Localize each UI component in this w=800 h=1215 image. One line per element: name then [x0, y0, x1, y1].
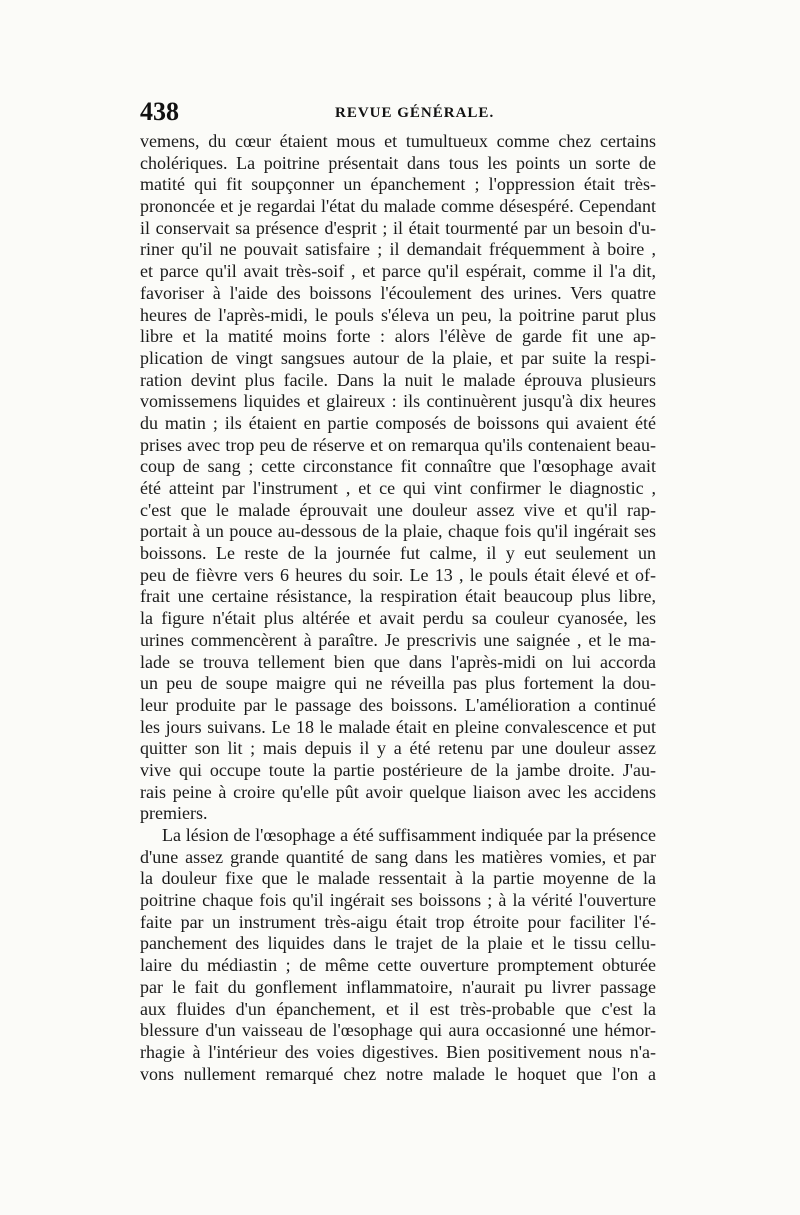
text-line: boissons. Le reste de la journée fut calme, il y eut seulement un: [140, 543, 656, 564]
text-line: faite par un instrument très-aigu était trop étroite pour faciliter l'é-: [140, 911, 656, 932]
text-line: La lésion de l'œsophage a été suffisamment indiquée par la présence: [162, 825, 656, 845]
text-line: un peu de soupe maigre qui ne réveilla pas plus fortement la dou-: [140, 673, 656, 694]
text-line: matité qui fit soupçonner un épanchement ; l'oppression était très-: [140, 174, 656, 195]
running-head: REVUE GÉNÉRALE.: [335, 105, 495, 121]
text-line: rhagie à l'intérieur des voies digestives. Bien positivement nous n'a-: [140, 1041, 656, 1062]
text-line: coup de sang ; cette circonstance fit connaître que l'œsophage avait: [140, 456, 656, 477]
text-line: poitrine chaque fois qu'il ingérait ses boissons ; à la vérité l'ouverture: [140, 890, 656, 911]
text-line: ration devint plus facile. Dans la nuit le malade éprouva plusieurs: [140, 369, 656, 390]
text-line: lade se trouva tellement bien que dans l'après-midi on lui accorda: [140, 651, 656, 672]
text-line: aux fluides d'un épanchement, et il est très-probable que c'est la: [140, 998, 656, 1019]
text-line: cholériques. La poitrine présentait dans tous les points un sorte de: [140, 152, 656, 173]
page-header: [140, 97, 660, 133]
text-line: vemens, du cœur étaient mous et tumultueux comme chez certains: [140, 131, 656, 151]
text-line: rais peine à croire qu'elle pût avoir quelque liaison avec les accidens: [140, 781, 656, 802]
text-line: favoriser à l'aide des boissons l'écoulement des urines. Vers quatre: [140, 282, 656, 303]
text-line: vive qui occupe toute la partie postérieure de la jambe droite. J'au-: [140, 759, 656, 780]
text-line: riner qu'il ne pouvait satisfaire ; il demandait fréquemment à boire ,: [140, 239, 656, 260]
text-line: heures de l'après-midi, le pouls s'éleva un peu, la poitrine parut plus: [140, 304, 656, 325]
text-line: prises avec trop peu de réserve et on remarqua qu'ils contenaient beau-: [140, 434, 656, 455]
text-line: prononcée et je regardai l'état du malade comme désespéré. Cependant: [140, 196, 656, 217]
text-line: et parce qu'il avait très-soif , et parce qu'il espérait, comme il l'a dit,: [140, 261, 656, 282]
text-line: peu de fièvre vers 6 heures du soir. Le 13 , le pouls était élevé et of-: [140, 564, 656, 585]
text-line: blessure d'un vaisseau de l'œsophage qui aura occasionné une hémor-: [140, 1020, 656, 1041]
text-line: urines commencèrent à paraître. Je prescrivis une saignée , et le ma-: [140, 629, 656, 650]
text-line: quitter son lit ; mais depuis il y a été retenu par une douleur assez: [140, 738, 656, 759]
text-line: vons nullement remarqué chez notre malade le hoquet que l'on a: [140, 1063, 656, 1084]
text-line: c'est que le malade éprouvait une douleur assez vive et qu'il rap-: [140, 499, 656, 520]
text-line: la figure n'était plus altérée et avait perdu sa couleur cyanosée, les: [140, 608, 656, 629]
text-line: d'une assez grande quantité de sang dans les matières vomies, et par: [140, 846, 656, 867]
text-line: été atteint par l'instrument , et ce qui vint confirmer le diagnostic ,: [140, 478, 656, 498]
text-line: du matin ; ils étaient en partie composés de boissons qui avaient été: [140, 412, 656, 433]
text-line: les jours suivans. Le 18 le malade était en pleine convalescence et put: [140, 716, 656, 737]
text-line: la douleur fixe que le malade ressentait à la partie moyenne de la: [140, 868, 656, 889]
text-line: portait à un pouce au-dessous de la plaie, chaque fois qu'il ingérait ses: [140, 521, 656, 542]
body-text: [140, 131, 656, 1085]
text-line: par le fait du gonflement inflammatoire, n'aurait pu livrer passage: [140, 976, 656, 997]
text-line: panchement des liquides dans le trajet de la plaie et le tissu cellu-: [140, 933, 656, 954]
text-line: il conservait sa présence d'esprit ; il était tourmenté par un besoin d'u-: [140, 217, 656, 238]
text-line: libre et la matité moins forte : alors l'élève de garde fit une ap-: [140, 326, 656, 347]
text-line: premiers.: [140, 803, 208, 824]
text-line: frait une certaine résistance, la respiration était beaucoup plus libre,: [140, 586, 656, 607]
text-line: leur produite par le passage des boissons. L'amélioration a continué: [140, 694, 656, 715]
text-line: vomissemens liquides et glaireux : ils continuèrent jusqu'à dix heures: [140, 391, 656, 412]
page-number: 438: [140, 97, 179, 126]
text-line: laire du médiastin ; de même cette ouverture promptement obturée: [140, 955, 656, 976]
text-line: plication de vingt sangsues autour de la plaie, et par suite la respi-: [140, 347, 656, 368]
